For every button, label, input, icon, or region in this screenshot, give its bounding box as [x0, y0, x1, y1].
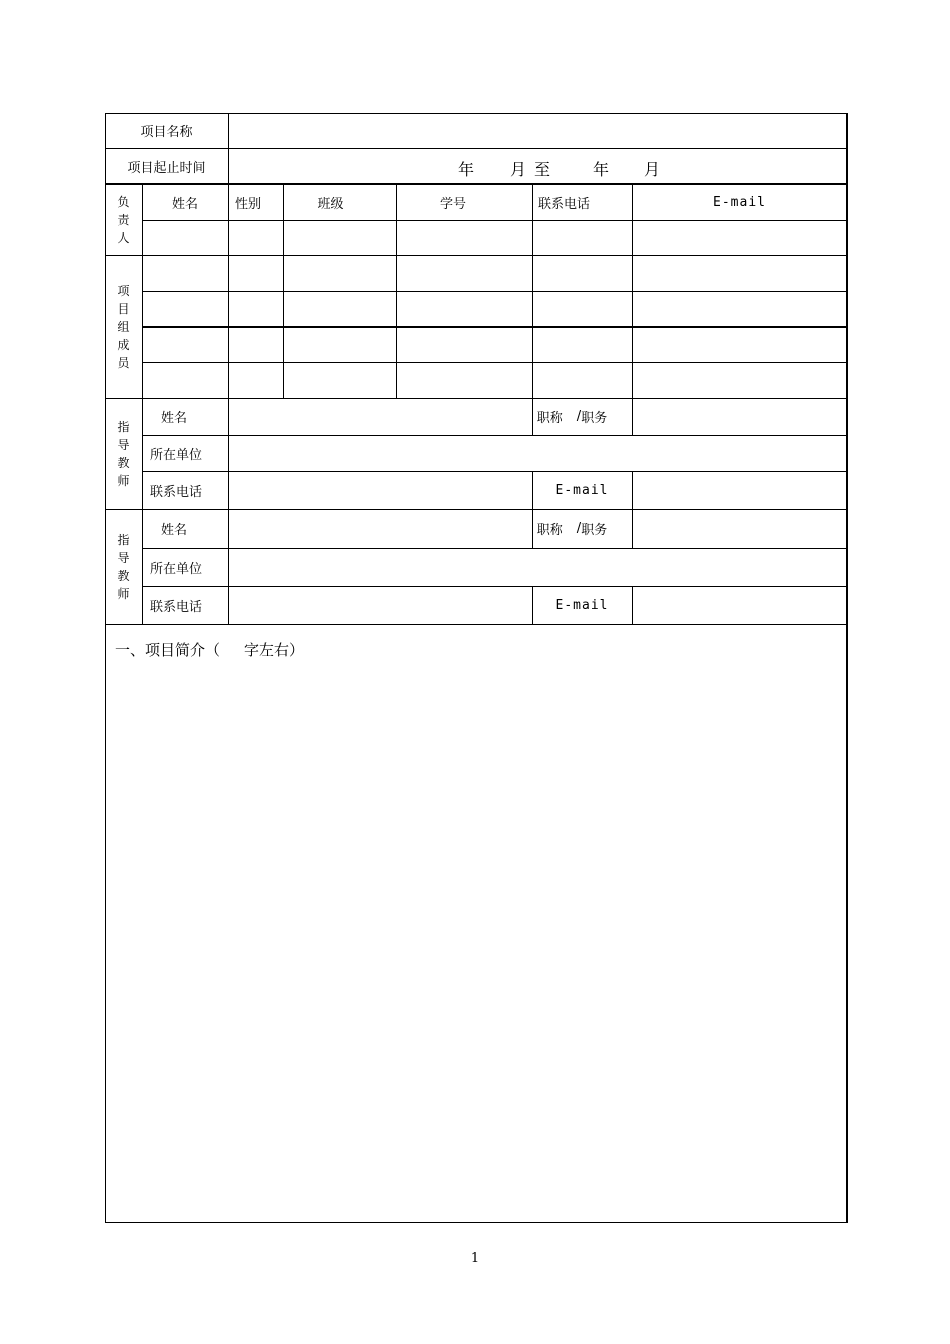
- leader-label-char: 责: [117, 212, 130, 227]
- advisor1-name-field[interactable]: [229, 399, 532, 435]
- page-number: 1: [470, 1251, 480, 1266]
- advisor1-title-slash: /: [576, 409, 582, 424]
- row-divider: [142, 326, 847, 328]
- advisor2-title-slash: /: [576, 521, 582, 536]
- members-label-char: 目: [117, 301, 130, 316]
- advisor1-phone-label: 联系电话: [150, 484, 203, 500]
- period-to: 至: [534, 160, 551, 179]
- header-name: 姓名: [171, 196, 198, 212]
- members-label-char: 项: [117, 283, 130, 298]
- members-label-char: 员: [117, 355, 130, 370]
- intro-heading-suffix: 字左右）: [244, 641, 305, 659]
- advisor2-label-char: 师: [117, 586, 130, 601]
- members-label-char: 成: [117, 337, 130, 352]
- advisor1-label-char: 师: [117, 473, 130, 488]
- advisor2-phone-label: 联系电话: [150, 599, 203, 615]
- advisor2-label-char: 导: [117, 550, 130, 565]
- advisor1-email-field[interactable]: [633, 472, 846, 509]
- project-intro-textarea[interactable]: [106, 665, 846, 1221]
- advisor2-label-char: 指: [117, 532, 130, 547]
- advisor1-email-label: E-mail: [555, 482, 609, 498]
- project-period-field[interactable]: [228, 149, 847, 184]
- header-gender: 性别: [234, 196, 261, 212]
- period-year-start: 年: [458, 160, 475, 179]
- row-divider: [105, 255, 847, 256]
- advisor2-label-char: 教: [117, 568, 130, 583]
- advisor1-phone-field[interactable]: [229, 472, 532, 509]
- header-email: E-mail: [713, 194, 766, 210]
- leader-section-label: [105, 184, 142, 255]
- header-class: 班级: [317, 196, 344, 212]
- row-divider: [142, 291, 847, 292]
- leader-label-char: 负: [117, 194, 130, 209]
- advisor1-title-label: [532, 398, 612, 435]
- advisor1-label-char: 导: [117, 437, 130, 452]
- advisor1-label-char: 指: [117, 419, 130, 434]
- advisor2-name-field[interactable]: [229, 510, 532, 548]
- advisor2-title-text: 职称: [536, 523, 563, 538]
- advisor2-title-field[interactable]: [633, 510, 846, 548]
- advisor2-email-field[interactable]: [633, 587, 846, 624]
- row-divider: [142, 220, 847, 221]
- advisor1-title-field[interactable]: [633, 399, 846, 435]
- members-label-char: 组: [117, 319, 130, 334]
- advisor2-phone-field[interactable]: [229, 587, 532, 624]
- row-divider: [142, 362, 847, 363]
- advisor2-unit-field[interactable]: [229, 549, 846, 586]
- row-divider: [105, 624, 847, 625]
- project-name-field[interactable]: [229, 114, 846, 148]
- advisor1-unit-field[interactable]: [229, 436, 846, 471]
- advisor1-label-char: 教: [117, 455, 130, 470]
- form-right-border: [847, 113, 848, 1223]
- advisor1-name-label: 姓名: [160, 411, 187, 426]
- leader-label-char: 人: [117, 230, 130, 245]
- project-intro-heading: [115, 639, 304, 660]
- header-student-id: 学号: [439, 196, 466, 212]
- advisor2-unit-label: 所在单位: [150, 561, 203, 577]
- advisor1-duty-text: 职务: [581, 411, 608, 426]
- advisor1-title-text: 职称: [536, 411, 563, 426]
- advisor2-email-label: E-mail: [555, 597, 609, 613]
- members-section-label: [105, 255, 142, 398]
- period-month-end: 月: [644, 160, 661, 179]
- advisor1-unit-label: 所在单位: [150, 447, 203, 463]
- intro-heading-prefix: 一、项目简介（: [115, 641, 221, 659]
- project-period-label: 项目起止时间: [127, 160, 206, 176]
- advisor1-section-label: [105, 398, 142, 509]
- advisor2-title-label: [532, 509, 612, 548]
- advisor2-section-label: [105, 509, 142, 624]
- advisor2-duty-text: 职务: [581, 523, 608, 538]
- project-name-label: 项目名称: [140, 125, 193, 140]
- header-phone: 联系电话: [537, 196, 590, 212]
- advisor2-name-label: 姓名: [160, 523, 187, 538]
- period-year-end: 年: [593, 160, 610, 179]
- period-month-start: 月: [510, 160, 527, 179]
